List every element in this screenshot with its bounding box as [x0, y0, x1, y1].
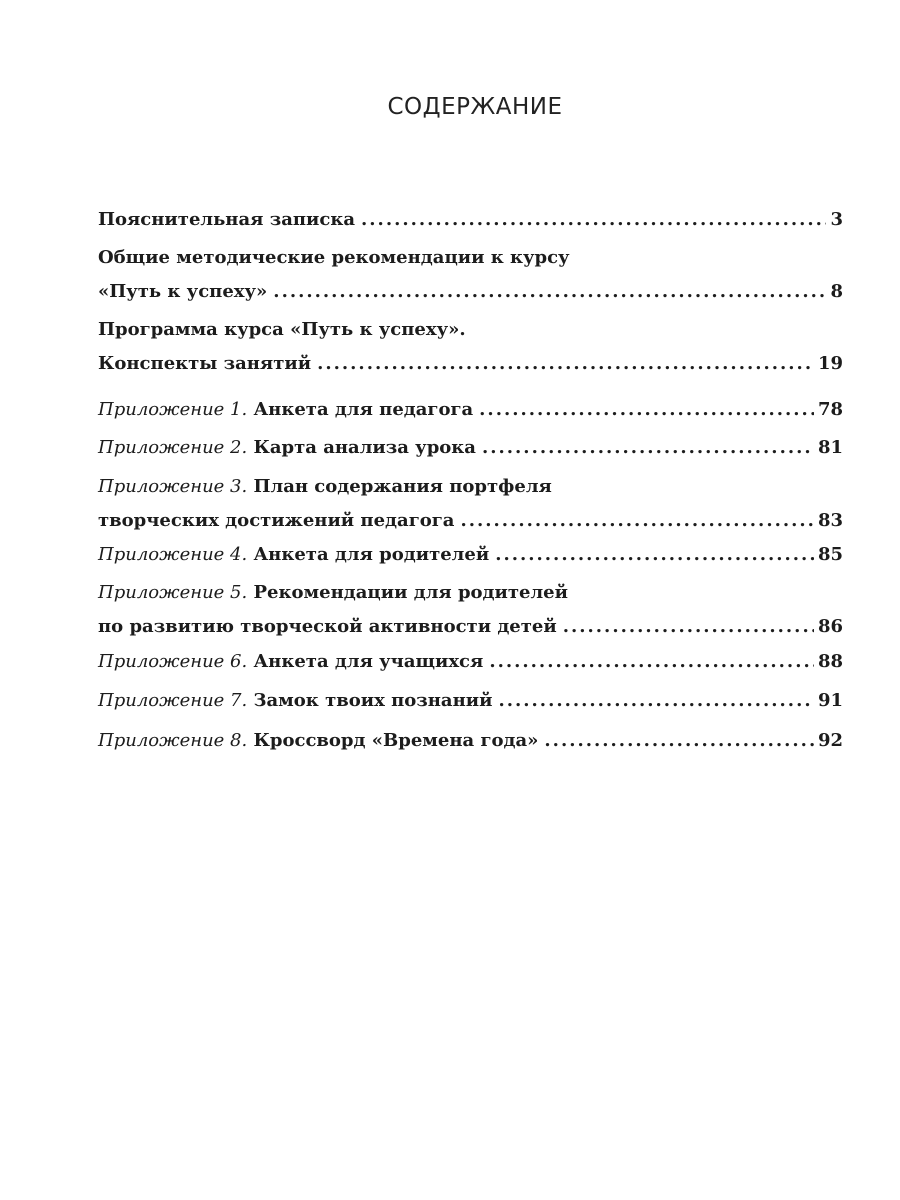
toc-entry[interactable]: [98, 645, 843, 679]
toc-entry[interactable]: [98, 470, 843, 538]
dot-leader: [317, 347, 814, 381]
dot-leader: [495, 538, 814, 572]
toc-entry-text: Анкета для родителей: [253, 544, 490, 565]
toc-entry[interactable]: [98, 684, 843, 718]
toc-entry-text-first-line: Общие методические рекомендации к курсу: [98, 247, 570, 268]
appendix-label: Приложение 1.: [98, 399, 248, 420]
dot-leader: [361, 203, 826, 237]
dot-leader: [460, 504, 813, 538]
dot-leader: [498, 684, 813, 718]
toc-page-number: 19: [817, 353, 843, 374]
toc-page-number: 91: [817, 690, 843, 711]
toc-page-number: 3: [830, 209, 843, 230]
toc-entry-text-first-line: План содержания портфеля: [253, 476, 552, 497]
toc-entry-text: «Путь к успеху»: [98, 281, 268, 302]
appendix-label: Приложение 4.: [98, 544, 248, 565]
toc-page-number: 86: [817, 616, 843, 637]
contents-title: СОДЕРЖАНИЕ: [387, 94, 563, 120]
toc-page-number: 92: [817, 730, 843, 751]
appendix-label: Приложение 8.: [98, 730, 248, 751]
toc-page-number: 78: [817, 399, 843, 420]
toc-page-number: 88: [817, 651, 843, 672]
toc-entry[interactable]: [98, 724, 843, 758]
toc-entry-text: Конспекты занятий: [98, 353, 312, 374]
toc-entry-text: творческих достижений педагога: [98, 510, 455, 531]
dot-leader: [563, 610, 814, 644]
appendix-label: Приложение 7.: [98, 690, 248, 711]
appendix-label: Приложение 6.: [98, 651, 248, 672]
appendix-label: Приложение 5.: [98, 582, 248, 603]
toc-entry-text-first-line: Рекомендации для родителей: [253, 582, 568, 603]
toc-page-number: 85: [817, 544, 843, 565]
toc-page-number: 81: [817, 437, 843, 458]
dot-leader: [273, 275, 826, 309]
toc-entry-text: Пояснительная записка: [98, 209, 356, 230]
dot-leader: [489, 645, 814, 679]
toc-entry-text: Анкета для педагога: [253, 399, 474, 420]
toc-entry-text: Кроссворд «Времена года»: [253, 730, 539, 751]
appendix-label: Приложение 3.: [98, 476, 248, 497]
toc-page-number: 8: [830, 281, 843, 302]
toc-entry-text-first-line: Программа курса «Путь к успеху».: [98, 319, 466, 340]
appendix-label: Приложение 2.: [98, 437, 248, 458]
dot-leader: [482, 431, 814, 465]
toc-entry[interactable]: [98, 431, 843, 465]
toc-entry-text: Замок твоих познаний: [253, 690, 493, 711]
toc-entry[interactable]: [98, 313, 843, 381]
toc-entry[interactable]: [98, 576, 843, 644]
toc-entry-text: по развитию творческой активности детей: [98, 616, 557, 637]
toc-page-number: 83: [817, 510, 843, 531]
toc-entry[interactable]: [98, 203, 843, 237]
toc-entry-text: Анкета для учащихся: [253, 651, 484, 672]
toc-entry[interactable]: [98, 538, 843, 572]
dot-leader: [479, 393, 814, 427]
toc-entry-text: Карта анализа урока: [253, 437, 476, 458]
toc-entry[interactable]: [98, 393, 843, 427]
toc-entry[interactable]: [98, 241, 843, 309]
dot-leader: [544, 724, 814, 758]
